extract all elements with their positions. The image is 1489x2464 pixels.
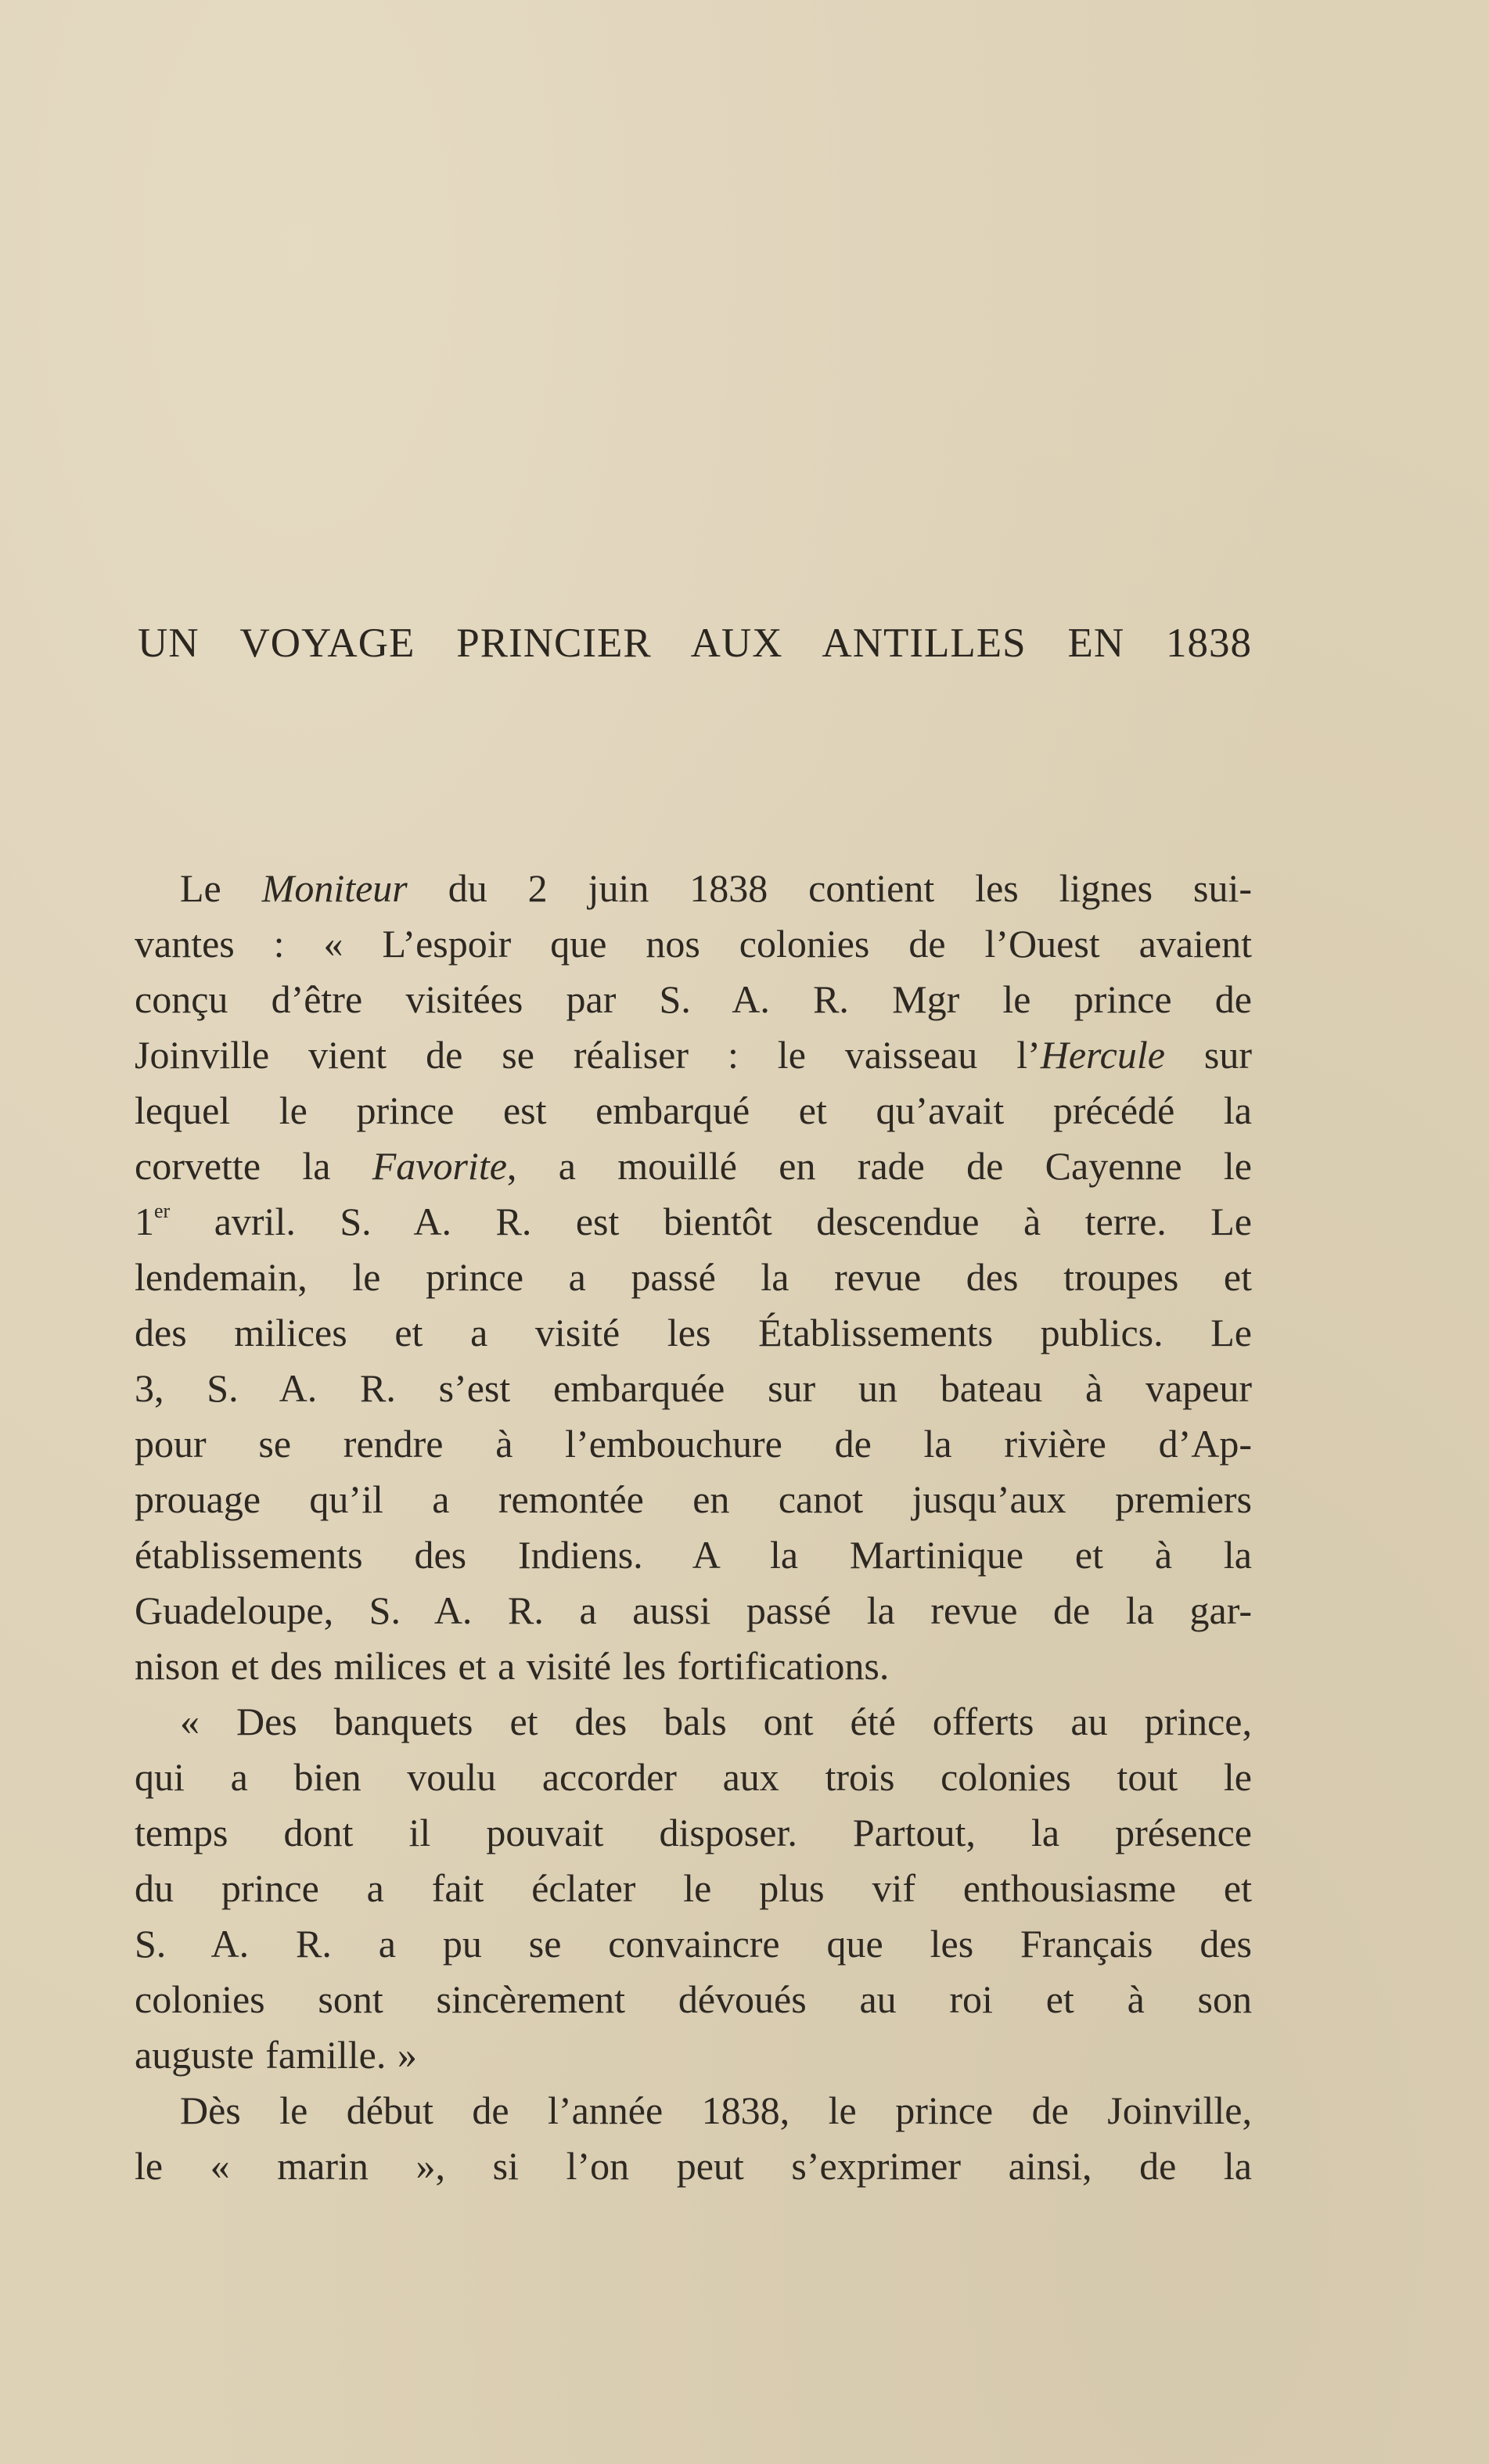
body-text	[135, 861, 1252, 2194]
text-line: colonies sont sincèrement dévoués au roi et à son	[135, 1977, 1252, 2021]
text-line: corvette la Favorite, a mouillé en rade de Cayenne le	[135, 1144, 1252, 1188]
chapter-title: UN VOYAGE PRINCIER AUX ANTILLES EN 1838	[138, 620, 1252, 666]
text-line: temps dont il pouvait disposer. Partout, la présence	[135, 1811, 1252, 1854]
text-line: Le Moniteur du 2 juin 1838 contient les lignes sui-	[180, 866, 1253, 910]
text-line: prouage qu’il a remontée en canot jusqu’aux premiers	[135, 1477, 1252, 1521]
text-line: qui a bien voulu accorder aux trois colonies tout le	[135, 1755, 1252, 1799]
text-line: le « marin », si l’on peut s’exprimer ainsi, de la	[135, 2144, 1252, 2188]
text-line: Dès le début de l’année 1838, le prince de Joinville,	[180, 2088, 1252, 2132]
text-line: lendemain, le prince a passé la revue des troupes et	[135, 1255, 1252, 1299]
text-line: conçu d’être visitées par S. A. R. Mgr le prince de	[135, 977, 1252, 1021]
text-line: nison et des milices et a visité les fortifications.	[135, 1644, 890, 1688]
text-line: « Des banquets et des bals ont été offerts au prince,	[180, 1700, 1252, 1743]
text-line: lequel le prince est embarqué et qu’avait précédé la	[135, 1088, 1252, 1132]
superscript: er	[154, 1200, 171, 1222]
text-line: vantes : « L’espoir que nos colonies de l’Ouest avaient	[135, 922, 1252, 966]
text-line: du prince a fait éclater le plus vif enthousiasme et	[135, 1866, 1252, 1910]
text-line: auguste famille. »	[135, 2033, 417, 2077]
text-line: 3, S. A. R. s’est embarquée sur un bateau à vapeur	[135, 1366, 1252, 1410]
italic-text: Favorite	[372, 1144, 507, 1188]
text-line: S. A. R. a pu se convaincre que les Français des	[135, 1922, 1252, 1966]
italic-text: Hercule	[1040, 1033, 1165, 1077]
italic-text: Moniteur	[261, 866, 408, 910]
text-line: 1er avril. S. A. R. est bientôt descendue à terre. Le	[135, 1200, 1252, 1243]
text-line: Guadeloupe, S. A. R. a aussi passé la revue de la gar-	[135, 1588, 1252, 1632]
text-line: des milices et a visité les Établissements publics. Le	[135, 1311, 1252, 1354]
text-line: Joinville vient de se réaliser : le vaisseau l’Hercule sur	[135, 1033, 1253, 1077]
text-line: pour se rendre à l’embouchure de la rivière d’Ap-	[135, 1422, 1252, 1466]
text-line: établissements des Indiens. A la Martinique et à la	[135, 1533, 1252, 1577]
